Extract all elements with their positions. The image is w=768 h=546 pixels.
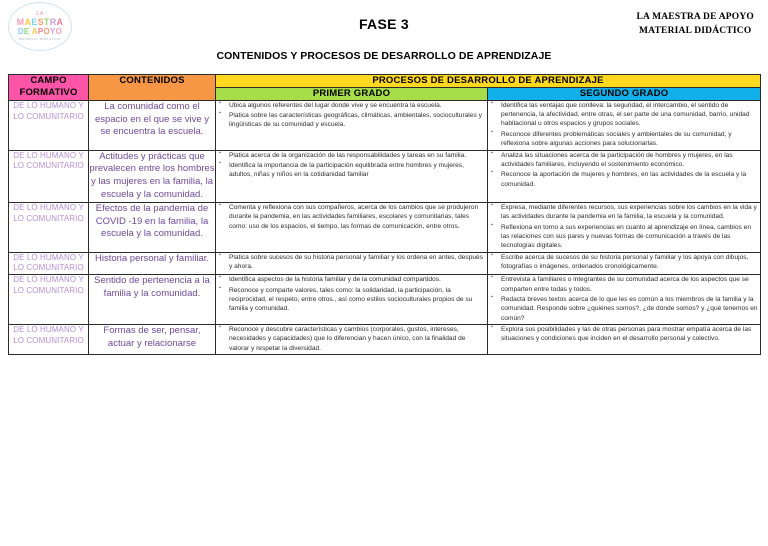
cell-campo-formativo: DE LO HUMANO Y LO COMUNITARIO — [9, 252, 89, 275]
cell-segundo-grado — [488, 324, 761, 354]
table-row — [9, 275, 761, 325]
bullet-item: ▪ Identifica aspectos de la historia familiar y de la comunidad compartidos. — [216, 275, 487, 284]
brand-line-2: MATERIAL DIDÁCTICO — [639, 25, 752, 36]
bullet-item: ▪ Platica sobre sucesos de su historia personal y familiar y los ordena en antes, después y ahora. — [216, 253, 487, 272]
bullet-list — [488, 151, 760, 189]
bullet-item: ▪ Reconoce diferentes problemáticas sociales y ambientales de su comunidad, y reflexiona sobre algunas acciones para solucionarlas. — [488, 130, 760, 149]
cell-primer-grado — [216, 252, 488, 275]
cell-primer-grado — [216, 202, 488, 252]
bullet-list — [216, 275, 487, 313]
cell-campo-formativo: DE LO HUMANO Y LO COMUNITARIO — [9, 100, 89, 150]
header-segundo-grado: SEGUNDO GRADO — [488, 87, 761, 100]
table-row — [9, 202, 761, 252]
page-title: FASE 3 — [358, 16, 410, 32]
bullet-list — [488, 275, 760, 323]
bullet-item: ▪ Comenta y reflexiona con sus compañeros, acerca de los cambios que se produjeron durante la pandemia, en las actividades familiares, escolares y comunitarias, tales como: uso de los espacios, el tiempo, las formas de comunicación, entre otros. — [216, 203, 487, 231]
cell-segundo-grado — [488, 100, 761, 150]
cell-primer-grado — [216, 100, 488, 150]
cell-contenido: Historia personal y familiar. — [89, 252, 216, 275]
bullet-item: ▪ Ubica algunos referentes del lugar donde vive y se encuentra la escuela. — [216, 101, 487, 110]
logo-line-de-apoyo: DE APOYO — [17, 27, 63, 36]
cell-segundo-grado — [488, 252, 761, 275]
page-subtitle: CONTENIDOS Y PROCESOS DE DESARROLLO DE APRENDIZAJE — [216, 50, 552, 62]
header-campo-formativo: CAMPO FORMATIVO — [9, 75, 89, 101]
cell-primer-grado — [216, 324, 488, 354]
table-body — [9, 100, 761, 354]
bullet-item: ▪ Reconoce la aportación de mujeres y hombres, en las actividades de la escuela y la comunidad. — [488, 170, 760, 189]
cell-campo-formativo: DE LO HUMANO Y LO COMUNITARIO — [9, 324, 89, 354]
bullet-item: ▪ Identifica la importancia de la participación equilibrada entre hombres y mujeres, adultos, niñas y niños en la cotidianidad familiar — [216, 161, 487, 180]
cell-contenido: Actitudes y prácticas que prevalecen entre los hombres y las mujeres en la familia, la escuela y la comunidad. — [89, 150, 216, 202]
bullet-item: ▪ Reflexiona en torno a sus experiencias en cuanto al aprendizaje en línea, cambios en las relaciones con sus pares y nuevas formas de comunicación a través de las tecnologías digitales. — [488, 223, 760, 251]
bullet-item: ▪ Explora sus posibilidades y las de otras personas para mostrar empatía acerca de las situaciones y condiciones que inciden en el desarrollo personal y colectivo. — [488, 325, 760, 344]
cell-campo-formativo: DE LO HUMANO Y LO COMUNITARIO — [9, 202, 89, 252]
table-header-row-1 — [9, 75, 761, 88]
cell-primer-grado — [216, 150, 488, 202]
table-row — [9, 324, 761, 354]
bullet-item: ▪ Escribe acerca de sucesos de su historia personal y familiar y los apoya con dibujos, fotografías o imágenes, ordenados cronológicamente. — [488, 253, 760, 272]
bullet-item: ▪ Analiza las situaciones acerca de la participación de hombres y mujeres, en las actividades familiares, incluyendo el sostenimiento económico. — [488, 151, 760, 170]
bullet-item: ▪ Identifica las ventajas que conlleva: la seguridad, el intercambio, el sentido de pertenencia, la afectividad, entre otras, el ser parte de una comunidad, barrio, unidad habitacional u otros espacios y grupos sociales. — [488, 101, 760, 129]
cell-segundo-grado — [488, 275, 761, 325]
cell-segundo-grado — [488, 202, 761, 252]
bullet-item: ▪ Reconoce y descubre características y cambios (corporales, gustos, intereses, necesidades y capacidades) que lo diferencian y hacen único, con la finalidad de valorar y respetar la diversidad. — [216, 325, 487, 353]
document-header — [0, 0, 768, 70]
table-row — [9, 100, 761, 150]
bullet-item: ▪ Reconoce y comparte valores, tales como: la solidaridad, la participación, la reciprocidad, el respeto, entre otros., así como estilos socioculturales propios de su familia y comunidad. — [216, 286, 487, 314]
table-row — [9, 252, 761, 275]
cell-campo-formativo: DE LO HUMANO Y LO COMUNITARIO — [9, 275, 89, 325]
cell-contenido: Sentido de pertenencia a la familia y la comunidad. — [89, 275, 216, 325]
bullet-list — [488, 253, 760, 272]
header-primer-grado: PRIMER GRADO — [216, 87, 488, 100]
brand-line-1: LA MAESTRA DE APOYO — [636, 12, 754, 22]
header-contenidos: CONTENIDOS — [89, 75, 216, 101]
bullet-item: ▪ Platica sobre las características geográficas, climáticas, ambientales, socioculturales y lingüísticas de su comunidad y escuela. — [216, 111, 487, 130]
logo-line-la: LA — [36, 11, 44, 17]
cell-primer-grado — [216, 275, 488, 325]
bullet-item: ▪ Redacta breves textos acerca de lo que les es común a los miembros de la familia y la comunidad. Responde sobre ¿quiénes somos?, ¿de dónde somos? y ¿qué tenemos en común? — [488, 295, 760, 323]
bullet-list — [216, 101, 487, 130]
bullet-list — [216, 325, 487, 353]
brand-text — [636, 11, 754, 39]
header-procesos: PROCESOS DE DESARROLLO DE APRENDIZAJE — [216, 75, 761, 88]
bullet-item: ▪ Expresa, mediante diferentes recursos, sus experiencias sobre los cambios en la vida y las actividades durante la pandemia en la familia, la escuela y la comunidad. — [488, 203, 760, 222]
cell-campo-formativo: DE LO HUMANO Y LO COMUNITARIO — [9, 150, 89, 202]
table-row — [9, 150, 761, 202]
logo-line-material: MATERIAL DIDACTICO — [19, 37, 61, 41]
bullet-list — [488, 101, 760, 149]
logo-line-maestra: MAESTRA — [16, 17, 64, 27]
bullet-list — [216, 253, 487, 272]
cell-contenido: La comunidad como el espacio en el que se vive y se encuentra la escuela. — [89, 100, 216, 150]
cell-segundo-grado — [488, 150, 761, 202]
bullet-list — [488, 203, 760, 251]
cell-contenido: Formas de ser, pensar, actuar y relacionarse — [89, 324, 216, 354]
bullet-list — [216, 151, 487, 180]
cell-contenido: Efectos de la pandemia de COVID -19 en la familia, la escuela y la comunidad. — [89, 202, 216, 252]
table-head — [9, 75, 761, 101]
content-table — [8, 74, 761, 355]
bullet-item: ▪ Entrevista a familiares o integrantes de su comunidad acerca de los aspectos que se comparten entre todas y todos. — [488, 275, 760, 294]
bullet-list — [488, 325, 760, 344]
bullet-item: ▪ Platica acerca de la organización de las responsabilidades y tareas en su familia. — [216, 151, 487, 160]
bullet-list — [216, 203, 487, 231]
